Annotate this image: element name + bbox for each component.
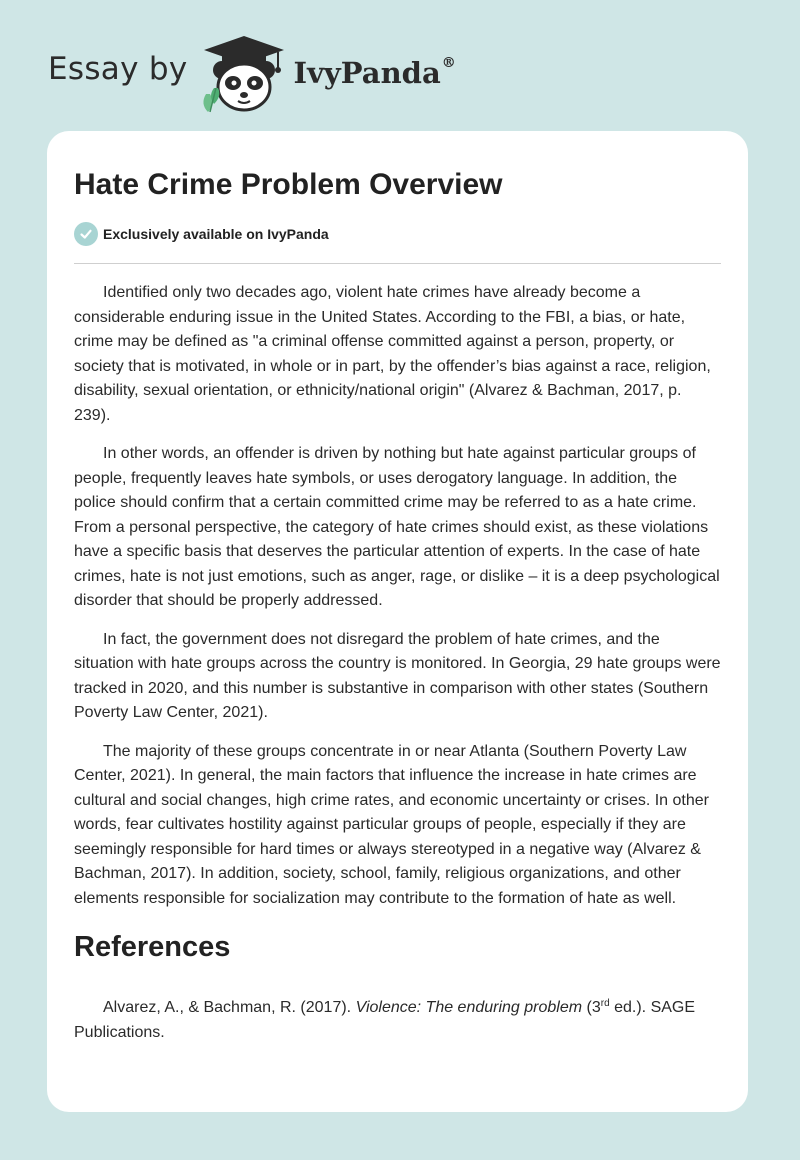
panda-graduate-icon[interactable] [198,32,290,114]
reference-book-title: Violence: The enduring problem [355,999,583,1016]
exclusive-badge-label: Exclusively available on IvyPanda [103,226,329,242]
references-heading: References [74,931,231,963]
divider [74,263,721,264]
paragraph: In fact, the government does not disregard the problem of hate crimes, and the situation with hate groups across the country is monitored. In Georgia, 29 hate groups were tracked in 2020, and this number is substantive in comparison with other states (Southern Poverty Law Center, 2021). [74,630,721,721]
brand-name[interactable]: IvyPanda® [293,54,456,90]
page-title: Hate Crime Problem Overview [74,168,503,201]
exclusive-badge [74,221,721,247]
essay-card [47,131,748,1112]
paragraph: Identified only two decades ago, violent hate crimes have already become a considerable enduring issue in the United States. According to the FBI, a bias, or hate, crime may be defined as "a criminal offense committed against a person, property, or society that is motivated, in whole or in part, by the offender’s bias against a race, religion, disability, sexual orientation, or ethnicity/national origin" (Alvarez & Bachman, 2017, p. 239). [74,284,711,424]
site-header [48,28,468,118]
essay-body [74,281,721,911]
paragraph: The majority of these groups concentrate in or near Atlanta (Southern Poverty Law Center, 2021). In general, the main factors that influence the increase in hate crimes are cultural and social changes, high crime rates, and economic uncertainty or crises. In other words, fear cultivates hostility against particular groups of people, especially if they are seemingly responsible for hard times or always stereotyped in a negative way (Alvarez & Bachman, 2017). In addition, society, school, family, religious organizations, and other elements responsible for socialization may contribute to the formation of hate as well. [74,742,709,907]
check-circle-icon [74,222,98,246]
essay-by-label: Essay by [48,51,188,87]
paragraph: In other words, an offender is driven by nothing but hate against particular groups of people, frequently leaves hate symbols, or uses derogatory language. In addition, the police should confirm that a certain committed crime may be referred to as a hate crime. From a personal perspective, the category of hate crimes should exist, as these violations have a specific basis that deserves the particular attention of experts. In the case of hate crimes, hate is not just emotions, such as anger, rage, or dislike – it is a deep psychological disorder that should be properly addressed. [74,445,720,609]
reference-entry: Alvarez, A., & Bachman, R. (2017). Violence: The enduring problem (3rd ed.). SAGE Publications. [74,998,696,1041]
registered-mark: ® [441,54,456,71]
